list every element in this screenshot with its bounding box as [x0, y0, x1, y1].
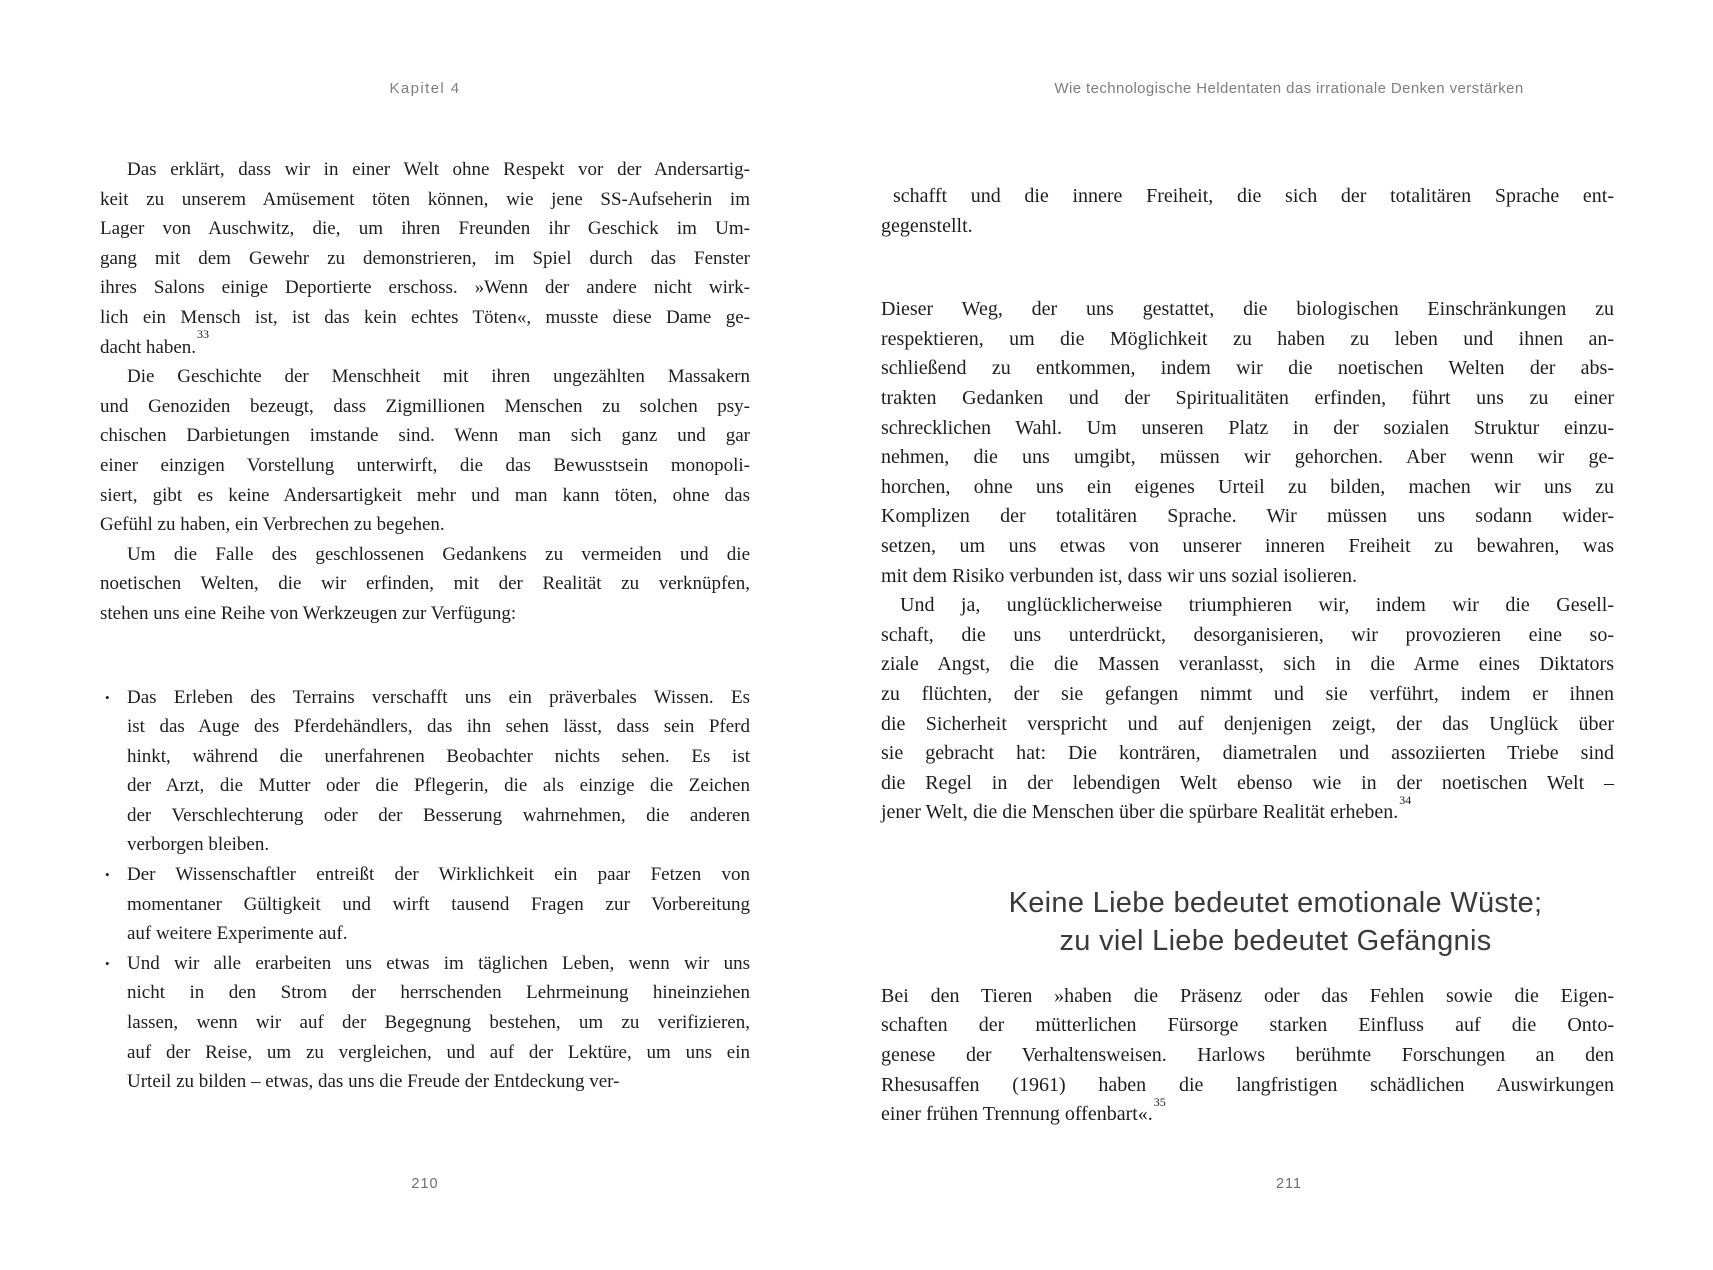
footnote-ref: 33: [197, 327, 210, 342]
page-left: [100, 0, 750, 1270]
text-line: die Sicherheit verspricht und auf denjenigen zeigt, der das Unglück über: [881, 712, 1614, 735]
text-line: gegenstellt.: [881, 214, 973, 237]
text-line: momentaner Gültigkeit und wirft tausend Fragen zur Vorbereitung: [127, 893, 750, 915]
text-line: einer frühen Trennung offenbart«.$^{35}$: [881, 1094, 1166, 1126]
footnote-ref: 35: [1153, 1094, 1166, 1109]
text-line: Um die Falle des geschlossenen Gedankens zu vermeiden und die: [127, 543, 750, 565]
text-line: gang mit dem Gewehr zu demonstrieren, im Spiel durch das Fenster: [100, 247, 750, 269]
bullet-item: [100, 860, 750, 949]
paragraph: [100, 540, 750, 629]
text-line: Das Erleben des Terrains verschafft uns ein präverbales Wissen. Es: [127, 686, 750, 708]
text-line: Urteil zu bilden – etwas, das uns die Freude der Entdeckung ver-: [127, 1071, 620, 1093]
text-line: auf weitere Experimente auf.: [127, 923, 348, 945]
paragraph-gap: [100, 629, 750, 683]
text-line: zu flüchten, der sie gefangen nimmt und sie verführt, indem er ihnen: [881, 682, 1614, 705]
text-line: Lager von Auschwitz, die, um ihren Freunden ihr Geschick im Um-: [100, 218, 750, 240]
text-line: Der Wissenschaftler entreißt der Wirklichkeit ein paar Fetzen von: [127, 864, 750, 886]
text-line: chischen Darbietungen imstande sind. Wenn man sich ganz und gar: [100, 425, 750, 447]
running-head-right: Wie technologische Heldentaten das irrationale Denken verstärken: [1054, 80, 1524, 97]
text-line: lassen, wenn wir auf der Begegnung bestehen, um zu verifizieren,: [127, 1012, 750, 1034]
text-line: Komplizen der totalitären Sprache. Wir müssen uns sodann wider-: [881, 505, 1614, 528]
text-line: respektieren, um die Möglichkeit zu haben zu leben und ihnen an-: [881, 327, 1614, 350]
text-line: Das erklärt, dass wir in einer Welt ohne Respekt vor der Andersartig-: [127, 159, 750, 180]
text-line: einer einzigen Vorstellung unterwirft, die das Bewusstsein monopoli-: [100, 454, 750, 476]
text-line: ziale Angst, die die Massen veranlasst, sich in die Arme eines Diktators: [881, 653, 1614, 676]
text-line: schaft, die uns unterdrückt, desorganisieren, wir provozieren eine so-: [881, 623, 1614, 646]
text-line: keit zu unserem Amüsement töten können, wie jene SS-Aufseherin im: [100, 188, 750, 210]
section-heading: [909, 884, 1642, 960]
text-line: noetischen Welten, die wir erfinden, mit der Realität zu verknüpfen,: [100, 573, 750, 595]
text-line: siert, gibt es keine Andersartigkeit mehr und man kann töten, ohne das: [100, 484, 750, 506]
bullet-item: [100, 683, 750, 861]
text-line: jener Welt, die die Menschen über die spürbare Realität erheben.$^{34}$: [881, 792, 1412, 824]
text-line: genese der Verhaltensweisen. Harlows berühmte Forschungen an den: [881, 1044, 1614, 1067]
bullet-item: [100, 949, 750, 1097]
text-line: schafft und die innere Freiheit, die sich der totalitären Sprache ent-: [893, 185, 1614, 207]
text-line: sie gebracht hat: Die konträren, diametralen und assoziierten Triebe sind: [881, 742, 1614, 765]
text-line: der Verschlechterung oder der Besserung wahrnehmen, die anderen: [127, 804, 750, 826]
text-line: schließend zu entkommen, indem wir die noetischen Welten der abs-: [881, 357, 1614, 380]
page-body-right: [881, 182, 1614, 1130]
text-line: setzen, um uns etwas von unserer inneren Freiheit zu bewahren, was: [881, 534, 1614, 557]
bullet-icon: •: [105, 955, 110, 971]
text-line: lich ein Mensch ist, ist das kein echtes Töten«, musste diese Dame ge-: [100, 306, 750, 328]
text-line: ist das Auge des Pferdehändlers, das ihn sehen lässt, dass sein Pferd: [127, 716, 750, 738]
text-line: nicht in den Strom der herrschenden Lehrmeinung hineinziehen: [127, 982, 750, 1004]
text-line: mit dem Risiko verbunden ist, dass wir uns sozial isolieren.: [881, 564, 1358, 587]
text-line: die Regel in der lebendigen Welt ebenso wie in der noetischen Welt –: [881, 771, 1614, 794]
running-head-left: Kapitel 4: [389, 80, 461, 97]
text-line: und Genoziden bezeugt, dass Zigmillionen Menschen zu solchen psy-: [100, 395, 750, 417]
footnote-ref: 34: [1399, 792, 1412, 807]
text-line: auf der Reise, um zu vergleichen, und auf der Lektüre, um uns ein: [127, 1041, 750, 1063]
text-line: hinkt, während die unerfahrenen Beobachter nichts sehen. Es ist: [127, 745, 750, 767]
section-heading-line: Keine Liebe bedeutet emotionale Wüste;: [1008, 886, 1543, 919]
paragraph: [881, 591, 1614, 828]
text-line: Und wir alle erarbeiten uns etwas im täglichen Leben, wenn wir uns: [127, 952, 750, 974]
bullet-icon: •: [105, 867, 110, 883]
text-line: verborgen bleiben.: [127, 834, 270, 856]
text-line: Die Geschichte der Menschheit mit ihren ungezählten Massakern: [127, 366, 750, 388]
text-line: Rhesusaffen (1961) haben die langfristigen schädlichen Auswirkungen: [881, 1073, 1614, 1096]
bullet-icon: •: [105, 689, 110, 705]
text-line: Gefühl zu haben, ein Verbrechen zu begehen.: [100, 514, 445, 536]
text-line: ihres Salons einige Deportierte erschoss. »Wenn der andere nicht wirk-: [100, 277, 750, 299]
page-number-right: 211: [1275, 1176, 1303, 1192]
page-number-left: 210: [411, 1176, 439, 1192]
text-line: Dieser Weg, der uns gestattet, die biologischen Einschränkungen zu: [881, 298, 1614, 321]
text-line: der Arzt, die Mutter oder die Pflegerin, die als einzige die Zeichen: [127, 775, 750, 797]
page-right: [881, 0, 1614, 1270]
paragraph-gap: [881, 241, 1614, 295]
text-line: stehen uns eine Reihe von Werkzeugen zur Verfügung:: [100, 602, 517, 624]
paragraph: [100, 362, 750, 540]
text-line: dacht haben.$^{33}$: [100, 327, 210, 358]
paragraph: [881, 295, 1614, 591]
page-body-left: [100, 155, 750, 1097]
section-heading-line: zu viel Liebe bedeutet Gefängnis: [1059, 924, 1492, 957]
text-line: schrecklichen Wahl. Um unseren Platz in der sozialen Struktur einzu-: [881, 416, 1614, 439]
text-line: Und ja, unglücklicherweise triumphieren wir, indem wir die Gesell-: [900, 594, 1614, 617]
text-line: nehmen, die uns umgibt, müssen wir gehorchen. Aber wenn wir ge-: [881, 446, 1614, 469]
paragraph: [100, 155, 750, 362]
text-line: Bei den Tieren »haben die Präsenz oder das Fehlen sowie die Eigen-: [881, 984, 1614, 1007]
text-line: schaften der mütterlichen Fürsorge starken Einfluss auf die Onto-: [881, 1014, 1614, 1037]
text-line: trakten Gedanken und der Spiritualitäten erfinden, führt uns zu einer: [881, 386, 1614, 409]
paragraph: [881, 182, 1614, 241]
text-line: horchen, ohne uns ein eigenes Urteil zu bilden, machen wir uns zu: [881, 475, 1614, 498]
paragraph: [881, 982, 1614, 1130]
